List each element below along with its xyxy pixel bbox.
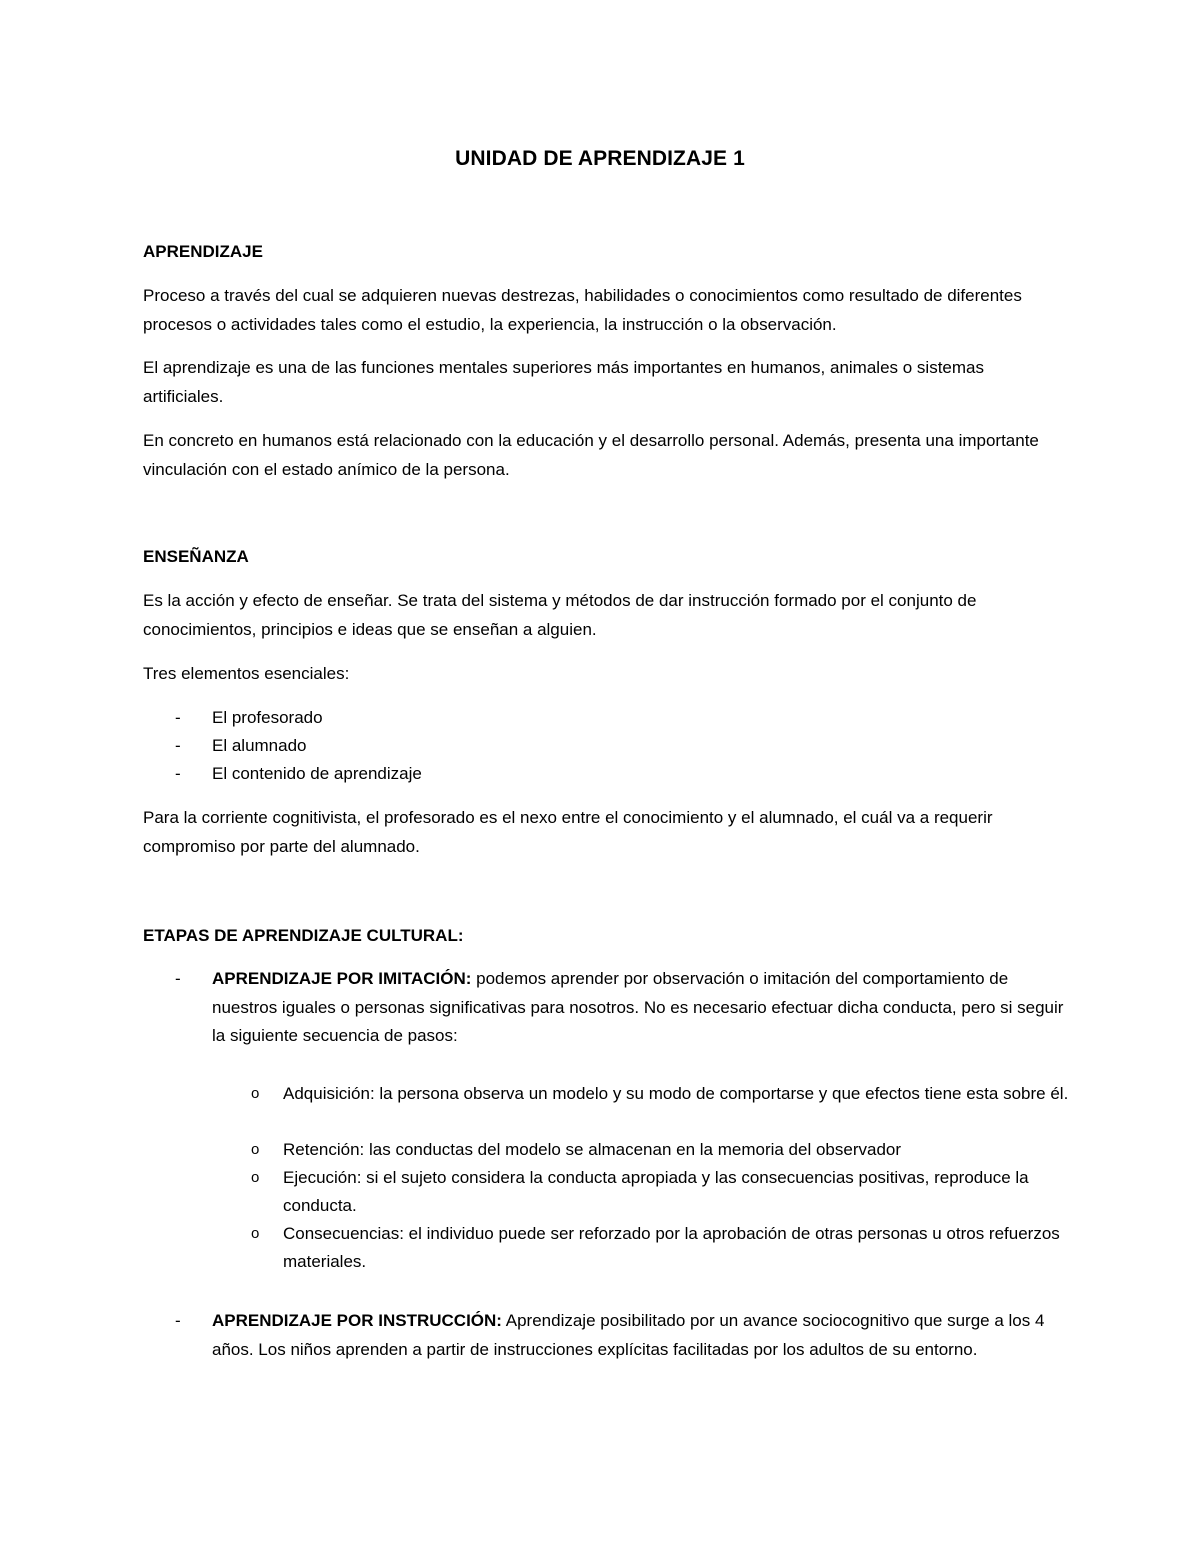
section-heading-ensenanza: ENSEÑANZA [143,547,249,566]
list-circle: o [251,1169,260,1186]
list-dash: - [175,1311,181,1330]
sub-list-item: Ejecución: si el sujeto considera la conducta apropiada y las consecuencias positivas, reproduce la conducta. [283,1168,1029,1215]
ensenanza-paragraph-3: Para la corriente cognitivista, el profesorado es el nexo entre el conocimiento y el alumnado, el cuál va a requerir compromiso por parte del alumnado. [143,808,993,856]
sub-list-item: Consecuencias: el individuo puede ser reforzado por la aprobación de otras personas u otros refuerzos materiales. [283,1224,1060,1271]
etapa-imitacion-text: podemos aprender por observación o imitación del comportamiento de nuestros iguales o personas significativas para nosotros. No es necesario efectuar dicha conducta, pero si seguir la siguiente secuencia de pasos: [212,969,1064,1045]
aprendizaje-paragraph-3: En concreto en humanos está relacionado con la educación y el desarrollo personal. Además, presenta una importante vinculación con el estado anímico de la persona. [143,431,1039,479]
etapa-imitacion-label: APRENDIZAJE POR IMITACIÓN: [212,969,472,988]
list-item: El alumnado [212,736,307,755]
list-circle: o [251,1225,260,1242]
list-dash: - [175,764,181,783]
ensenanza-paragraph-2: Tres elementos esenciales: [143,664,350,683]
list-circle: o [251,1141,260,1158]
ensenanza-paragraph-1: Es la acción y efecto de enseñar. Se trata del sistema y métodos de dar instrucción formado por el conjunto de conocimientos, principios e ideas que se enseñan a alguien. [143,591,977,639]
aprendizaje-paragraph-1: Proceso a través del cual se adquieren nuevas destrezas, habilidades o conocimientos como resultado de diferentes procesos o actividades tales como el estudio, la experiencia, la instrucción o la observación. [143,286,1022,334]
sub-list-item: Retención: las conductas del modelo se almacenan en la memoria del observador [283,1140,902,1159]
etapa-instruccion-label: APRENDIZAJE POR INSTRUCCIÓN: [212,1311,502,1330]
list-item: El profesorado [212,708,323,727]
list-circle: o [251,1085,260,1102]
section-heading-etapas: ETAPAS DE APRENDIZAJE CULTURAL: [143,926,464,945]
document-title: UNIDAD DE APRENDIZAJE 1 [455,147,745,170]
section-heading-aprendizaje: APRENDIZAJE [143,242,263,261]
list-dash: - [175,969,181,988]
etapa-imitacion [212,965,1072,1051]
list-dash: - [175,736,181,755]
sub-list-item: Adquisición: la persona observa un modelo y su modo de comportarse y que efectos tiene esta sobre él. [283,1084,1069,1103]
aprendizaje-paragraph-2: El aprendizaje es una de las funciones mentales superiores más importantes en humanos, animales o sistemas artificiales. [143,358,985,406]
etapa-instruccion-text: Aprendizaje posibilitado por un avance sociocognitivo que surge a los 4 años. Los niños aprenden a partir de instrucciones explícitas facilitadas por los adultos de su entorno. [212,1311,1045,1359]
list-item: El contenido de aprendizaje [212,764,422,783]
list-dash: - [175,708,181,727]
etapa-instruccion [212,1307,1072,1364]
